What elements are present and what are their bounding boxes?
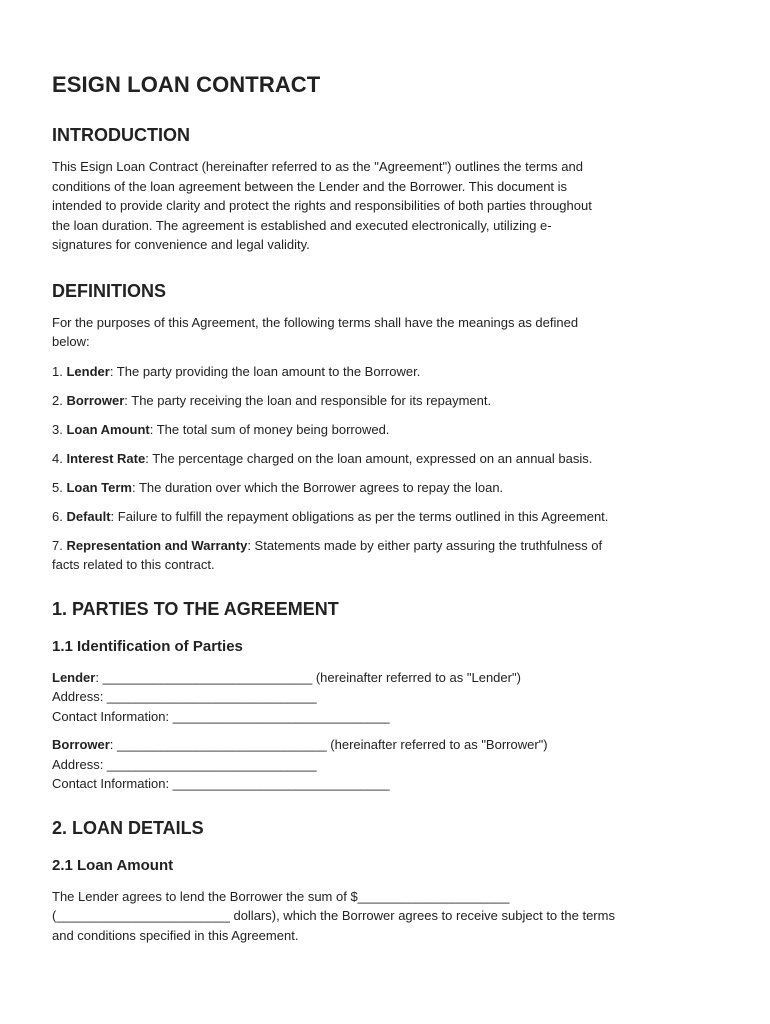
borrower-block: [52, 735, 724, 794]
lender-name-field: : _____________________________ (hereinafter referred to as "Lender"): [95, 669, 521, 685]
section-2-1-heading: 2.1 Loan Amount: [52, 856, 174, 874]
introduction-line: This Esign Loan Contract (hereinafter referred to as the "Agreement") outlines the terms and: [52, 159, 583, 174]
borrower-name-field: : _____________________________ (hereinafter referred to as "Borrower"): [109, 737, 548, 752]
lender-label: Lender: [52, 669, 96, 685]
loan-amount-line: The Lender agrees to lend the Borrower the sum of $_____________________: [52, 888, 510, 904]
definition-item-default: [52, 507, 724, 527]
section-1-1-heading: 1.1 Identification of Parties: [52, 637, 243, 655]
introduction-paragraph: [52, 157, 724, 255]
definition-number: 7.: [52, 537, 67, 553]
definition-text: : The total sum of money being borrowed.: [149, 421, 390, 437]
loan-amount-line: (________________________ dollars), which the Borrower agrees to receive subject to the terms: [52, 908, 615, 923]
introduction-line: conditions of the loan agreement between the Lender and the Borrower. This document is: [52, 178, 568, 194]
borrower-contact-field: Contact Information: ______________________________: [52, 776, 390, 791]
loan-amount-paragraph: [52, 887, 724, 946]
lender-contact-field: Contact Information: ______________________________: [52, 708, 390, 724]
definition-item-loan-amount: [52, 420, 724, 440]
definition-number: 2.: [52, 392, 67, 408]
definition-term: Lender: [66, 363, 110, 379]
definitions-heading: DEFINITIONS: [52, 280, 167, 301]
introduction-line: intended to provide clarity and protect the rights and responsibilities of both parties throughout: [52, 198, 592, 213]
lender-block: [52, 668, 724, 727]
definition-text: : Failure to fulfill the repayment obligations as per the terms outlined in this Agreement.: [110, 508, 609, 524]
definition-text: : The percentage charged on the loan amount, expressed on an annual basis.: [145, 450, 593, 466]
definition-term: Interest Rate: [66, 450, 146, 466]
definition-number: 5.: [52, 479, 67, 495]
definition-item-lender: [52, 362, 724, 382]
introduction-heading: INTRODUCTION: [52, 125, 190, 145]
definition-number: 3.: [52, 421, 67, 437]
section-1-heading: 1. PARTIES TO THE AGREEMENT: [52, 598, 339, 619]
definition-item-interest-rate: [52, 449, 724, 469]
lender-address-field: Address: _____________________________: [52, 689, 317, 704]
definition-text-continued: facts related to this contract.: [52, 557, 215, 572]
definition-text: : The party receiving the loan and responsible for its repayment.: [124, 392, 492, 408]
definition-term: Loan Term: [66, 479, 132, 495]
definition-text: : The duration over which the Borrower agrees to repay the loan.: [131, 479, 504, 495]
definition-text: : The party providing the loan amount to the Borrower.: [109, 363, 421, 379]
definition-item-borrower: [52, 391, 724, 411]
definition-number: 6.: [52, 508, 67, 524]
definitions-intro-line: For the purposes of this Agreement, the following terms shall have the meanings as defined: [52, 314, 579, 330]
document-title: ESIGN LOAN CONTRACT: [52, 72, 321, 97]
definitions-intro: [52, 313, 724, 352]
definition-text: : Statements made by either party assuring the truthfulness of: [247, 537, 603, 553]
document-page: [52, 70, 724, 945]
borrower-address-field: Address: _____________________________: [52, 756, 317, 772]
borrower-label: Borrower: [52, 737, 110, 752]
definition-term: Loan Amount: [66, 421, 150, 437]
definition-term: Borrower: [66, 392, 125, 408]
definitions-intro-line: below:: [52, 334, 90, 349]
definition-item-representation-warranty: [52, 536, 724, 575]
borrower-name-line: [52, 735, 724, 755]
definition-number: 1.: [52, 363, 67, 379]
lender-name-line: [52, 668, 724, 688]
definition-number: 4.: [52, 450, 67, 466]
loan-amount-line: and conditions specified in this Agreement.: [52, 927, 299, 943]
definition-term: Default: [66, 508, 111, 524]
introduction-line: signatures for convenience and legal validity.: [52, 237, 310, 252]
section-2-heading: 2. LOAN DETAILS: [52, 817, 204, 838]
introduction-line: the loan duration. The agreement is established and executed electronically, utilizing e-: [52, 217, 552, 233]
definition-term: Representation and Warranty: [66, 537, 248, 553]
definition-item-loan-term: [52, 478, 724, 498]
